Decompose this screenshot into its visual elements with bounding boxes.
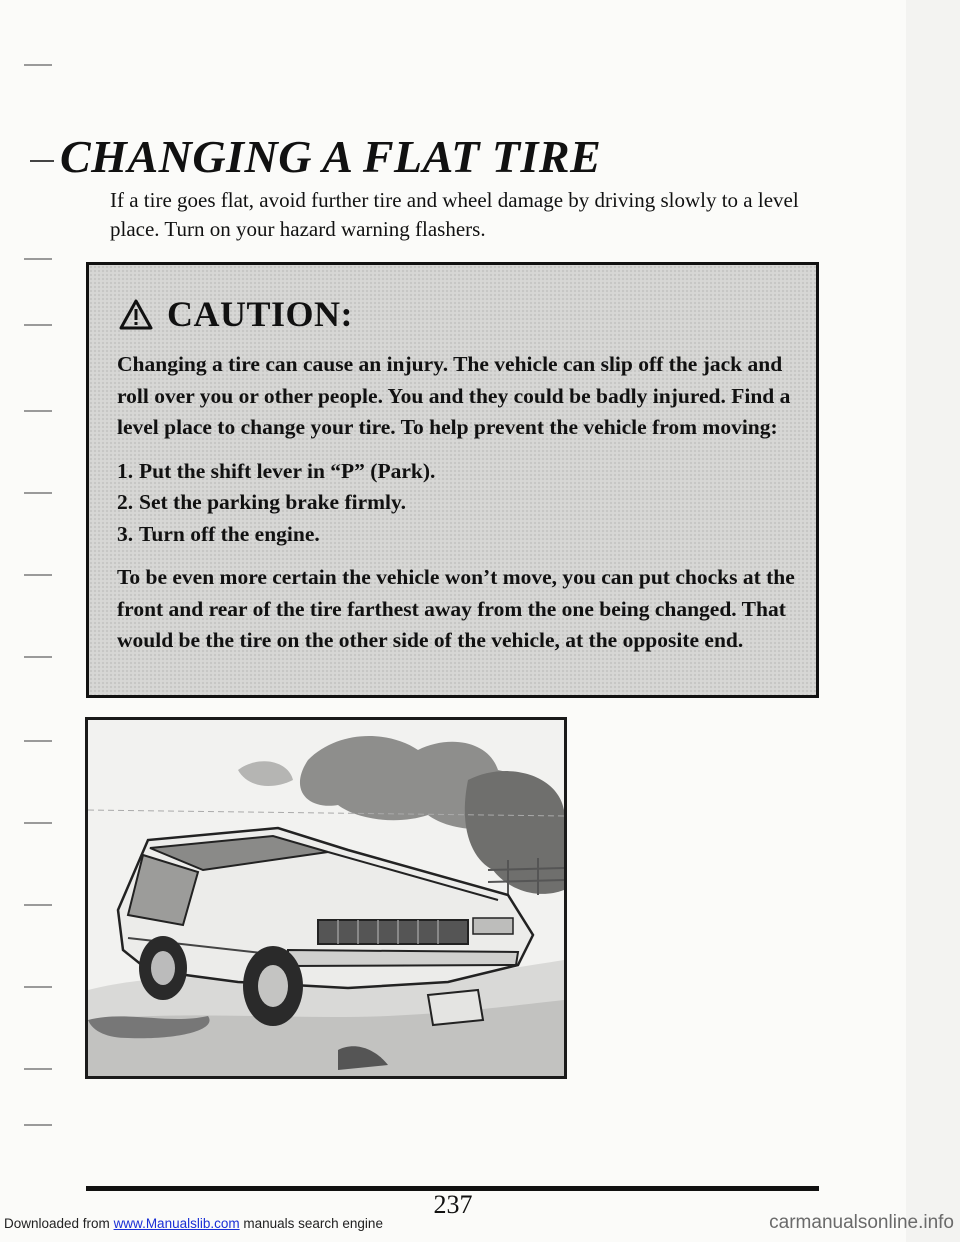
intro-paragraph: If a tire goes flat, avoid further tire and wheel damage by driving slowly to a level place. Turn on your hazard warning flashers. bbox=[110, 188, 799, 241]
margin-mark bbox=[24, 574, 52, 576]
caution-step bbox=[117, 487, 797, 519]
caution-box bbox=[86, 262, 819, 698]
caution-title: CAUTION: bbox=[167, 294, 354, 334]
caution-closing-text: To be even more certain the vehicle won’t move, you can put chocks at the front and rear of the tire farthest away from the one being changed. That would be the tire on the other side of the vehicle, at the opposite end. bbox=[117, 565, 795, 652]
margin-mark bbox=[24, 1124, 52, 1126]
page-number: 237 bbox=[433, 1190, 473, 1219]
step-number: 1. bbox=[117, 458, 134, 483]
margin-mark bbox=[24, 1068, 52, 1070]
margin-mark bbox=[24, 822, 52, 824]
margin-mark bbox=[24, 492, 52, 494]
caution-step bbox=[117, 456, 797, 488]
margin-mark bbox=[24, 656, 52, 658]
margin-mark bbox=[24, 64, 52, 66]
download-watermark bbox=[4, 1216, 383, 1231]
caution-header bbox=[119, 293, 353, 335]
warning-triangle-icon bbox=[119, 299, 153, 330]
margin-mark bbox=[24, 904, 52, 906]
caution-step bbox=[117, 519, 797, 551]
step-text: Turn off the engine. bbox=[139, 521, 320, 546]
car-on-jack-illustration bbox=[85, 717, 567, 1079]
section-title: CHANGING A FLAT TIRE bbox=[60, 131, 602, 182]
caution-steps bbox=[117, 456, 797, 551]
margin-mark bbox=[24, 410, 52, 412]
step-text: Put the shift lever in “P” (Park). bbox=[139, 458, 436, 483]
manualslib-link[interactable]: www.Manualslib.com bbox=[113, 1216, 240, 1231]
caution-body bbox=[117, 349, 797, 657]
step-number: 3. bbox=[117, 521, 134, 546]
step-text: Set the parking brake firmly. bbox=[139, 490, 406, 514]
car-illustration-drawing bbox=[88, 720, 564, 1076]
watermark-prefix: Downloaded from bbox=[4, 1216, 114, 1231]
margin-mark bbox=[24, 986, 52, 988]
title-dash bbox=[30, 160, 54, 162]
watermark-suffix: manuals search engine bbox=[239, 1216, 383, 1231]
step-number: 2. bbox=[117, 490, 134, 514]
caution-lead-text: Changing a tire can cause an injury. The vehicle can slip off the jack and roll over you or other people. You and they could be badly injured. Find a level place to change your tire. To help prevent the vehicle from moving: bbox=[117, 352, 791, 439]
site-watermark: carmanualsonline.info bbox=[769, 1212, 954, 1233]
page-edge-strip bbox=[906, 0, 960, 1242]
margin-mark bbox=[24, 258, 52, 260]
margin-mark bbox=[24, 324, 52, 326]
margin-mark bbox=[24, 740, 52, 742]
